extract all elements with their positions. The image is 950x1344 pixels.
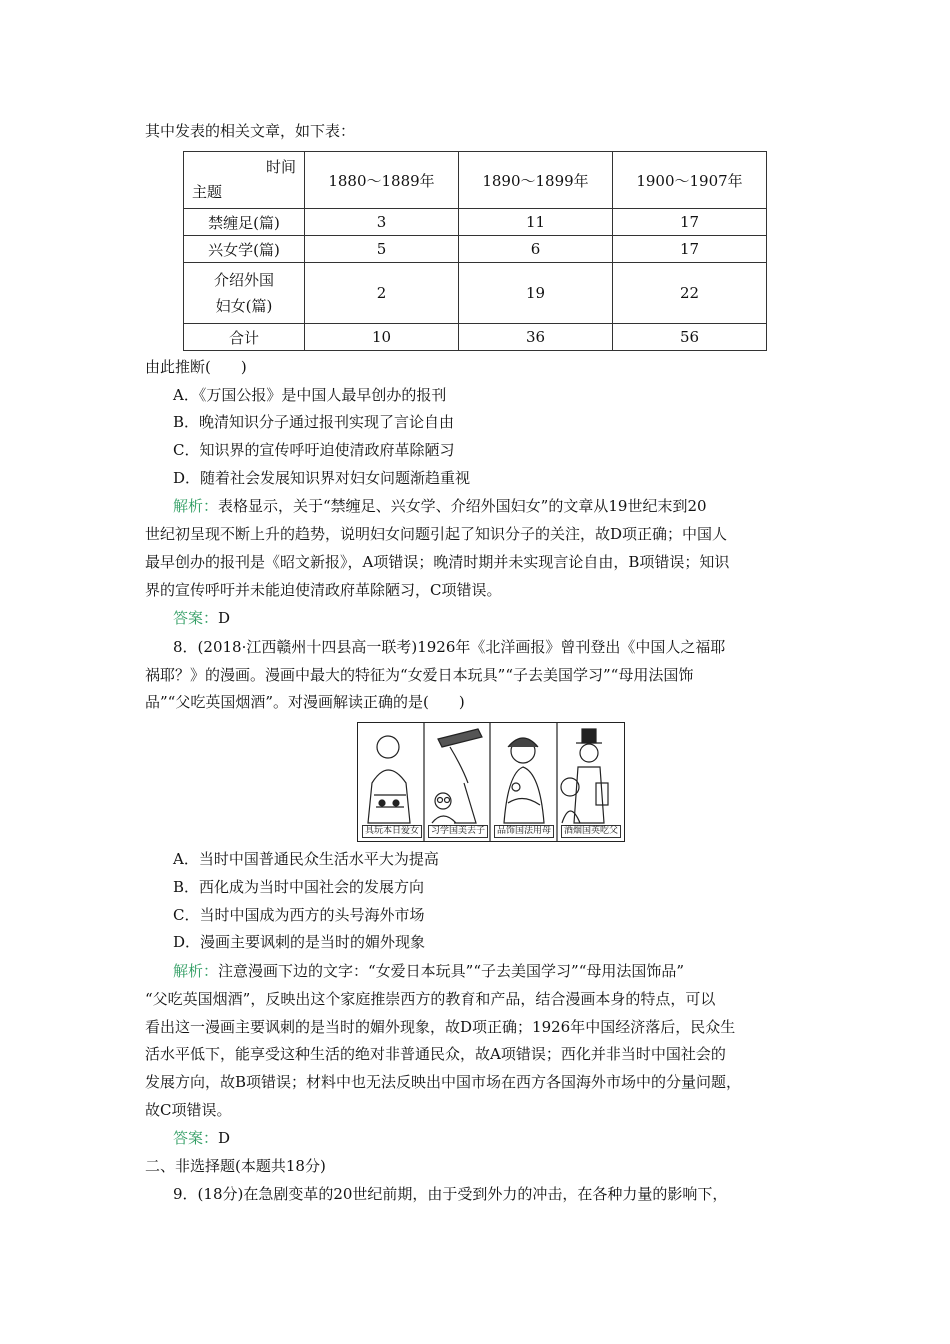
q7-option-d: D．随着社会发展知识界对妇女问题渐趋重视 [173, 469, 471, 487]
table-cell: 6 [459, 236, 613, 263]
cartoon-caption: 具玩本日爱女 [362, 825, 422, 838]
q7-analysis-line [173, 496, 843, 516]
q7-analysis-line: 最早创办的报刊是《昭文新报》，A项错误；晚清时期并未实现言论自由，B项错误；知识 [145, 553, 730, 571]
q9-stem: 9．(18分)在急剧变革的20世纪前期，由于受到外力的冲击，在各种力量的影响下， [173, 1185, 728, 1203]
table-cell: 19 [459, 263, 613, 324]
analysis-label: 解析： [173, 497, 219, 515]
q8-option-a: A．当时中国普通民众生活水平大为提高 [173, 850, 439, 868]
table-cell: 11 [459, 209, 613, 236]
analysis-text: 表格显示，关于“禁缠足、兴女学、介绍外国妇女”的文章从19世纪末到20 [218, 497, 707, 515]
corner-time-label: 时间 [265, 158, 296, 176]
q8-analysis-line: 故C项错误。 [145, 1101, 232, 1119]
table-cell: 36 [459, 324, 613, 351]
table-cell: 5 [305, 236, 459, 263]
row-label: 合计 [184, 324, 305, 351]
section-heading: 二、非选择题(本题共18分) [145, 1157, 326, 1175]
row-label: 兴女学(篇) [184, 236, 305, 263]
table-cell: 2 [305, 263, 459, 324]
answer-label: 答案： [173, 1129, 219, 1147]
analysis-text: 注意漫画下边的文字：“女爱日本玩具”“子去美国学习”“母用法国饰品” [218, 962, 685, 980]
cartoon-image [357, 722, 625, 842]
q8-analysis-line: 看出这一漫画主要讽刺的是当时的媚外现象，故D项正确；1926年中国经济落后，民众生 [145, 1018, 736, 1036]
corner-theme-label: 主题 [192, 183, 223, 201]
row-label-line: 妇女(篇) [215, 297, 273, 315]
q8-option-c: C．当时中国成为西方的头号海外市场 [173, 906, 425, 924]
table-cell: 17 [613, 236, 767, 263]
q8-stem-line: 8．(2018·江西赣州十四县高一联考)1926年《北洋画报》曾刊登出《中国人之福耶 [173, 638, 726, 656]
q8-analysis-line [173, 961, 843, 981]
q8-analysis-line: 发展方向，故B项错误；材料中也无法反映出中国市场在西方各国海外市场中的分量问题， [145, 1073, 742, 1091]
q8-stem-line: 品”“父吃英国烟酒”。对漫画解读正确的是( ) [145, 693, 465, 711]
q8-option-d: D．漫画主要讽刺的是当时的媚外现象 [173, 933, 426, 951]
q7-answer [173, 608, 843, 628]
table-row [184, 263, 767, 324]
answer-label: 答案： [173, 609, 219, 627]
table-cell: 56 [613, 324, 767, 351]
table-cell: 10 [305, 324, 459, 351]
table-row [184, 236, 767, 263]
q8-stem-line: 祸耶？》的漫画。漫画中最大的特征为“女爱日本玩具”“子去美国学习”“母用法国饰 [145, 666, 694, 684]
q8-answer [173, 1128, 843, 1148]
answer-value: D [218, 609, 231, 627]
row-label [184, 263, 305, 324]
q7-option-c: C．知识界的宣传呼吁迫使清政府革除陋习 [173, 441, 455, 459]
q8-option-b: B．西化成为当时中国社会的发展方向 [173, 878, 425, 896]
analysis-label: 解析： [173, 962, 219, 980]
q7-analysis-line: 界的宣传呼吁并未能迫使清政府革除陋习，C项错误。 [145, 581, 502, 599]
table-cell: 3 [305, 209, 459, 236]
cartoon-drawing [358, 723, 624, 841]
cartoon-caption: 酒烟国英吃父 [561, 825, 621, 838]
column-header: 1880～1889年 [305, 152, 459, 209]
row-label: 禁缠足(篇) [184, 209, 305, 236]
q7-option-b: B．晚清知识分子通过报刊实现了言论自由 [173, 413, 455, 431]
table-row [184, 209, 767, 236]
column-header: 1890～1899年 [459, 152, 613, 209]
table-row [184, 324, 767, 351]
q8-analysis-line: 活水平低下，能享受这种生活的绝对非普通民众，故A项错误；西化并非当时中国社会的 [145, 1045, 726, 1063]
cartoon-caption: 习学国美去子 [428, 825, 488, 838]
table-cell: 22 [613, 263, 767, 324]
table-cell: 17 [613, 209, 767, 236]
row-label-line: 介绍外国 [213, 271, 274, 289]
column-header: 1900～1907年 [613, 152, 767, 209]
q7-stem: 由此推断( ) [145, 358, 247, 376]
answer-value: D [218, 1129, 231, 1147]
article-table [183, 151, 767, 351]
table-corner-cell [184, 152, 305, 209]
intro-text: 其中发表的相关文章，如下表： [145, 122, 356, 140]
q7-analysis-line: 世纪初呈现不断上升的趋势，说明妇女问题引起了知识分子的关注，故D项正确；中国人 [145, 525, 728, 543]
q7-option-a: A．《万国公报》是中国人最早创办的报刊 [173, 386, 447, 404]
q8-analysis-line: “父吃英国烟酒”，反映出这个家庭推崇西方的教育和产品，结合漫画本身的特点，可以 [145, 990, 716, 1008]
cartoon-caption: 品饰国法用母 [494, 825, 554, 838]
